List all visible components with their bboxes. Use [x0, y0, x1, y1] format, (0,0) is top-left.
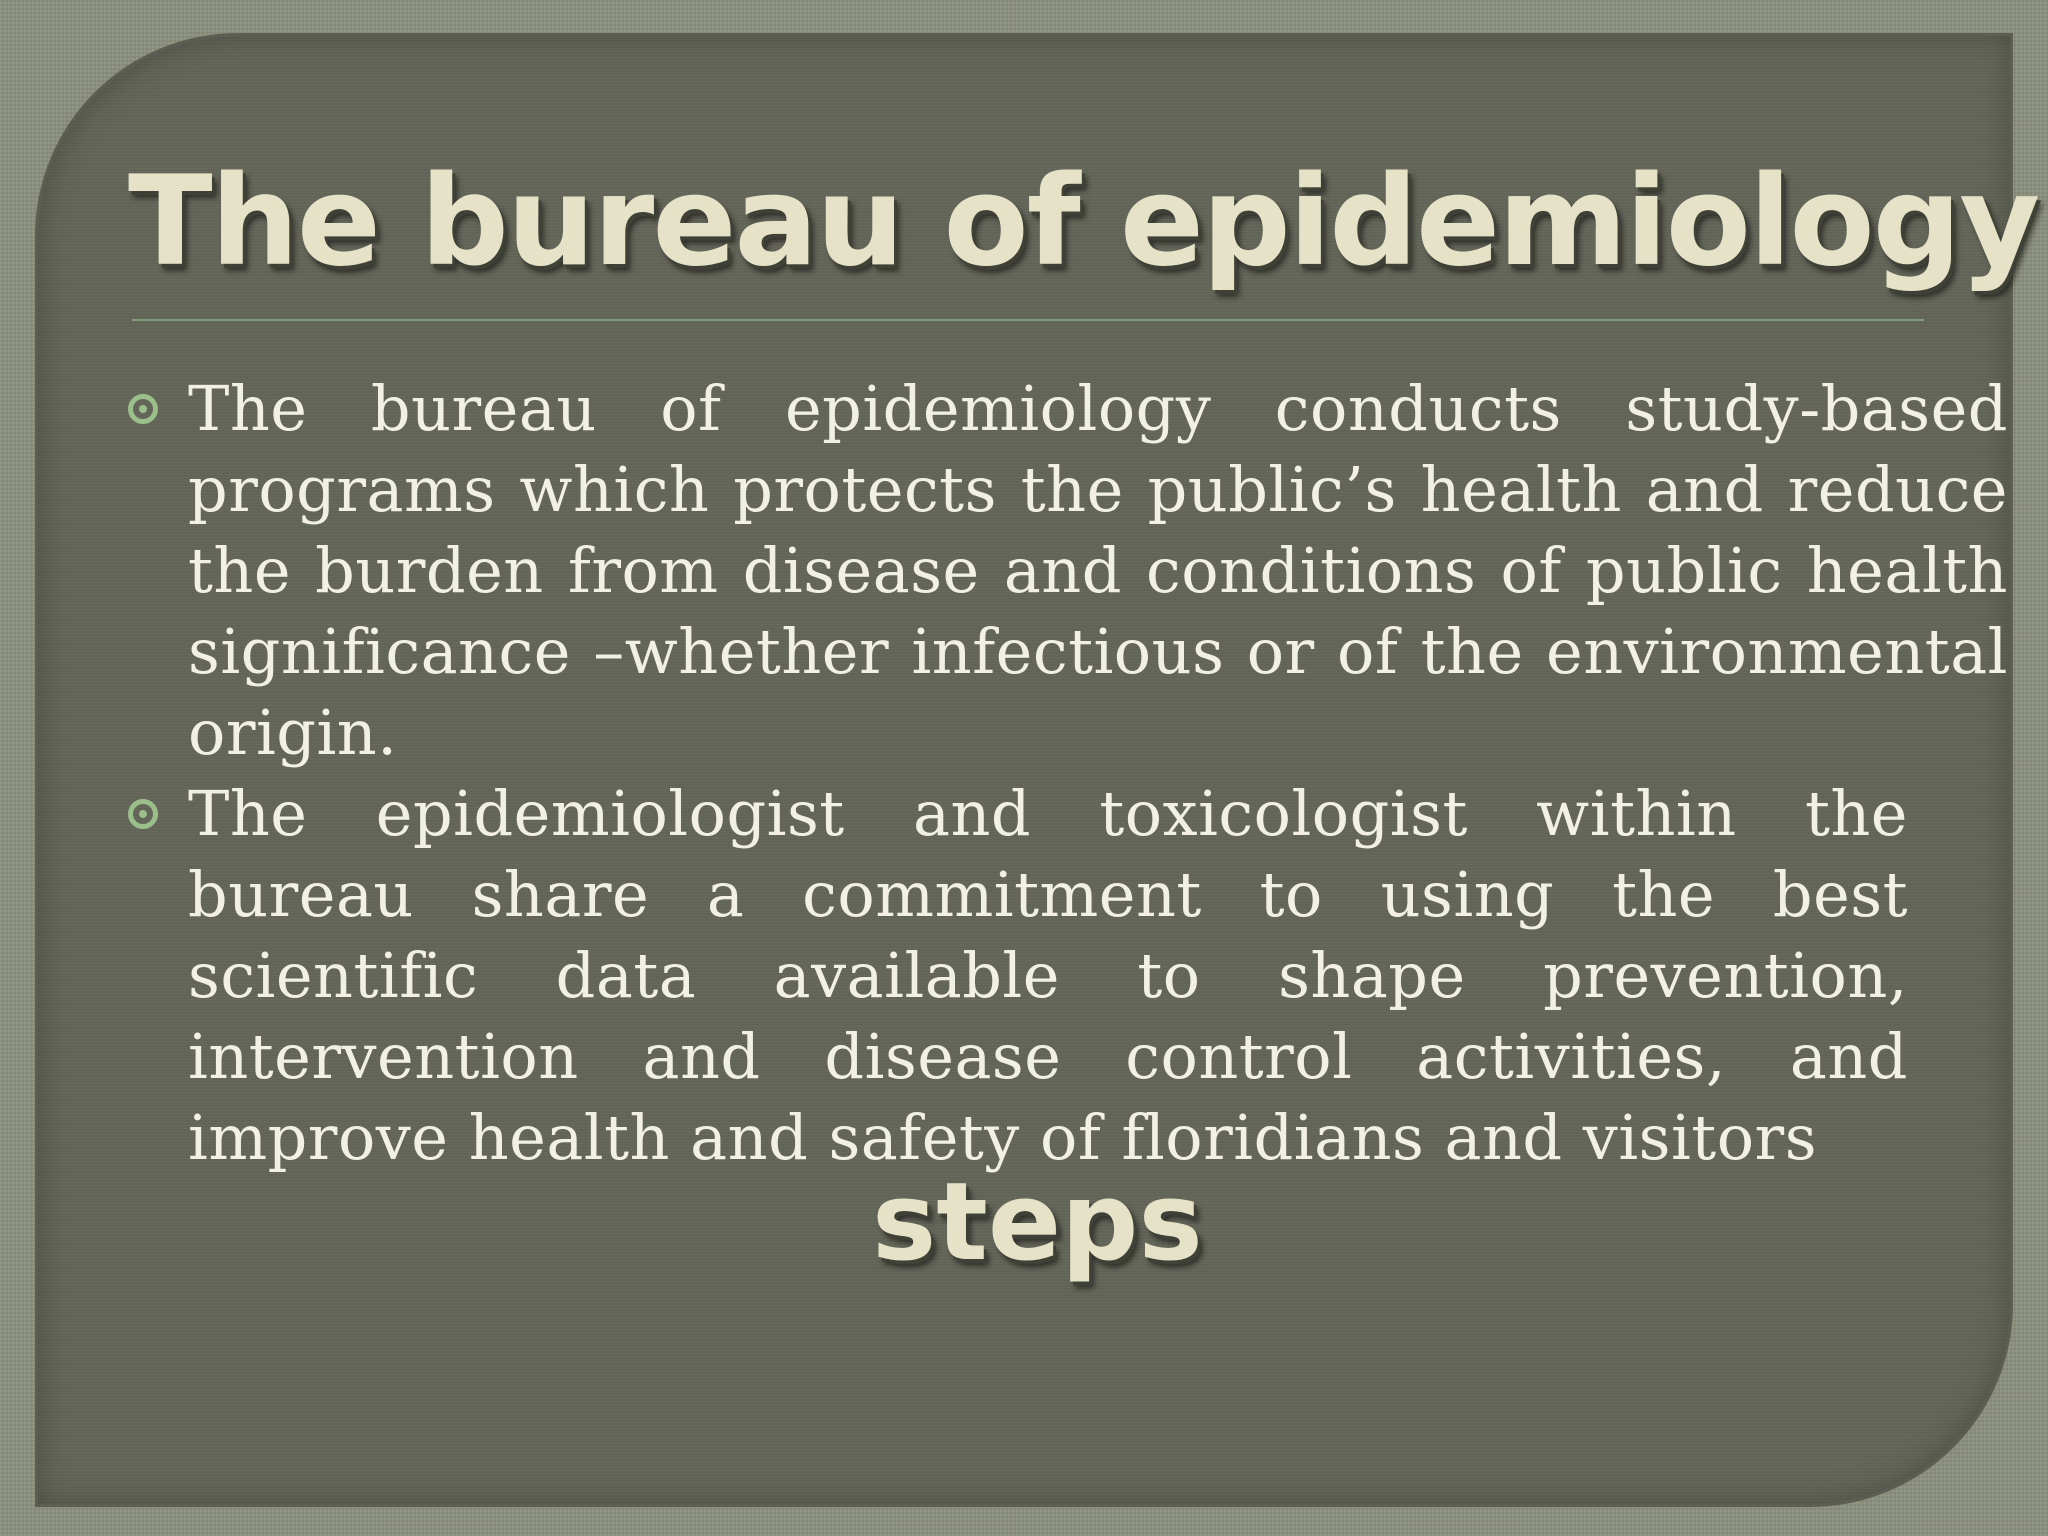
bullet-text-1: The bureau of epidemiology conducts study-based programs which protects the public’s health and reduce the burden from disease and conditions of public health significance –whether infectious or of the environmental origin. — [188, 372, 2008, 769]
bullet-list — [128, 368, 2008, 1178]
steps-caption: steps — [872, 1160, 1203, 1285]
slide-title: The bureau of epidemiology — [128, 150, 2039, 294]
circled-dot-icon — [128, 394, 158, 424]
title-divider — [132, 319, 1924, 321]
bullet-item-2 — [128, 773, 1908, 1178]
bullet-item-1 — [128, 368, 2008, 773]
circled-dot-icon — [128, 799, 158, 829]
bullet-text-2: The epidemiologist and toxicologist within the bureau share a commitment to using the best scientific data available to shape prevention, intervention and disease control activities, and improve health and safety of floridians and visitors — [188, 777, 1908, 1174]
